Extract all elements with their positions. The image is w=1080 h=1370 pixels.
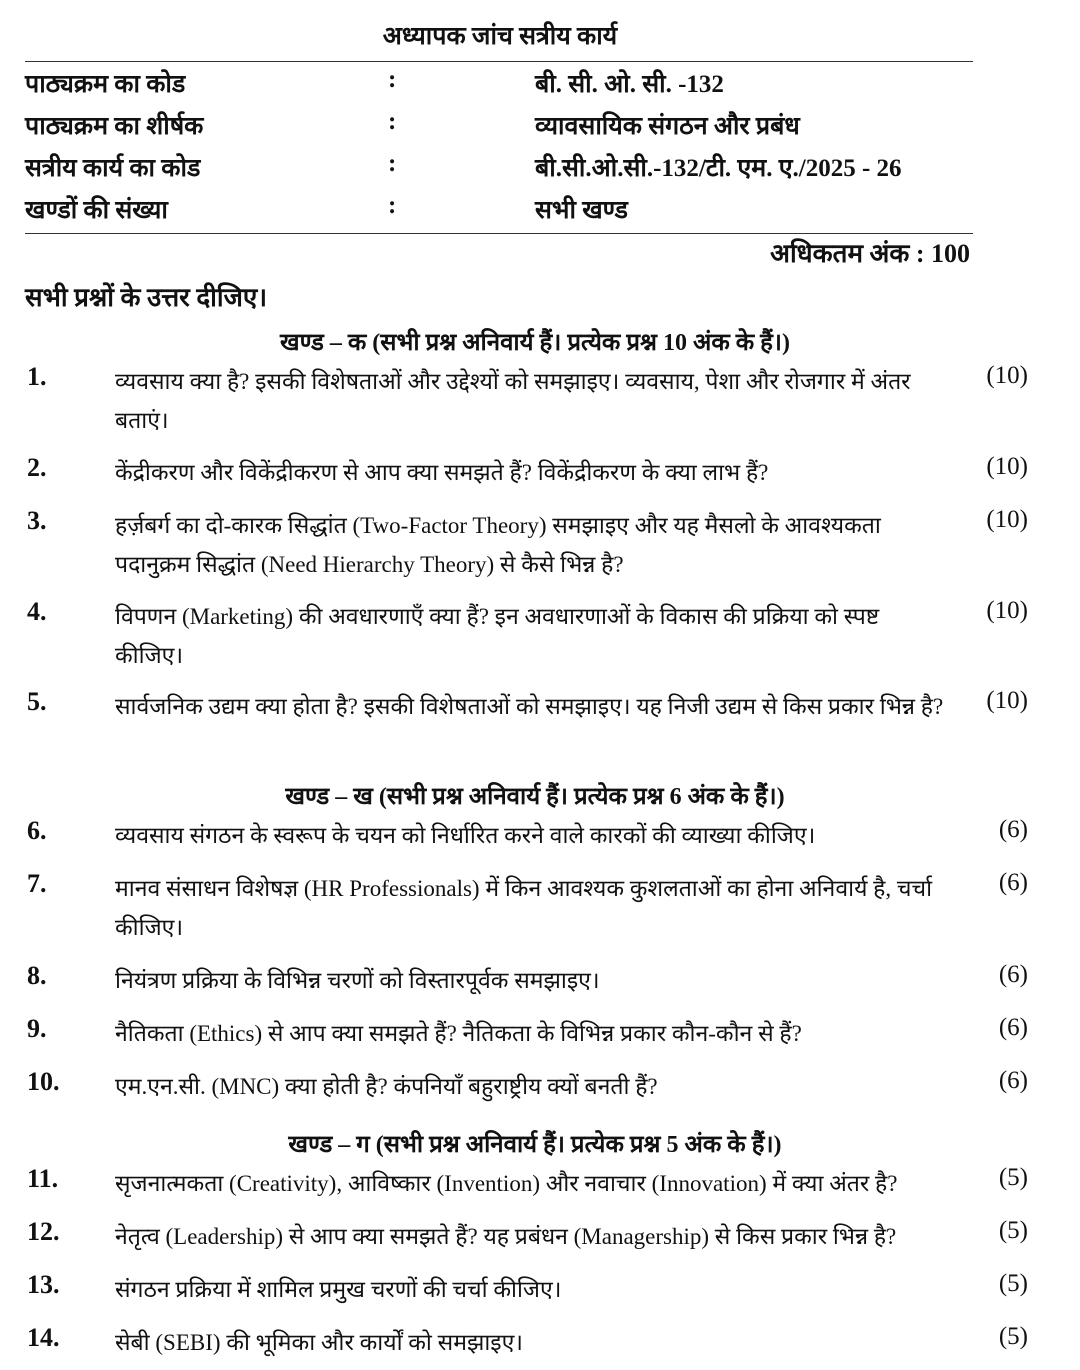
question-text: व्यवसाय संगठन के स्वरूप के चयन को निर्धारित करने वाले कारकों की व्याख्या कीजिए। — [115, 823, 816, 848]
section-heading-a: खण्ड – क (सभी प्रश्न अनिवार्य हैं। प्रत्येक प्रश्न 10 अंक के हैं।) — [279, 330, 791, 356]
question-text: एम.एन.सी. (MNC) क्या होती है? कंपनियाँ बहुराष्ट्रीय क्यों बनती हैं? — [115, 1074, 658, 1099]
question-marks: (10) — [986, 506, 1028, 533]
meta-value: बी. सी. ओ. सी. -132 — [535, 71, 724, 98]
question-text: नियंत्रण प्रक्रिया के विभिन्न चरणों को विस्तारपूर्वक समझाइए। — [115, 968, 600, 993]
max-marks: अधिकतम अंक : 100 — [770, 239, 970, 268]
instruction: सभी प्रश्नों के उत्तर दीजिए। — [25, 283, 268, 312]
question-marks: (5) — [998, 1270, 1028, 1297]
document-title: अध्यापक जांच सत्रीय कार्य — [382, 23, 618, 50]
question-marks: (5) — [998, 1323, 1028, 1350]
meta-course-title — [25, 108, 985, 148]
question-number: 5. — [27, 687, 47, 716]
meta-value: व्यावसायिक संगठन और प्रबंध — [535, 113, 800, 140]
meta-blocks — [25, 192, 985, 232]
question-text: सृजनात्मकता (Creativity), आविष्कार (Invention) और नवाचार (Innovation) में क्या अंतर है? — [115, 1171, 898, 1196]
question-number: 14. — [27, 1323, 60, 1352]
question-number: 8. — [27, 961, 47, 990]
question-number: 3. — [27, 506, 47, 535]
question-marks: (5) — [998, 1217, 1028, 1244]
question-text: हर्ज़बर्ग का दो-कारक सिद्धांत (Two-Factor Theory) समझाइए और यह मैसलो के आवश्यकता पदानुक्रम सिद्धांत (Need Hierarchy Theory) से कैसे भिन्न है? — [115, 513, 881, 577]
question-number: 1. — [27, 362, 47, 391]
question-marks: (10) — [986, 597, 1028, 624]
question-number: 7. — [27, 869, 47, 898]
meta-value: बी.सी.ओ.सी.-132/टी. एम. ए./2025 - 26 — [535, 155, 902, 182]
question-marks: (10) — [986, 453, 1028, 480]
question-text: केंद्रीकरण और विकेंद्रीकरण से आप क्या समझते हैं? विकेंद्रीकरण के क्या लाभ हैं? — [115, 460, 769, 485]
question-text: संगठन प्रक्रिया में शामिल प्रमुख चरणों की चर्चा कीजिए। — [115, 1277, 562, 1302]
question-number: 11. — [27, 1164, 59, 1193]
meta-colon: : — [388, 192, 397, 219]
question-marks: (10) — [986, 362, 1028, 389]
question-marks: (5) — [998, 1164, 1028, 1191]
question-marks: (6) — [998, 1067, 1028, 1094]
question-number: 10. — [27, 1067, 60, 1096]
meta-label: पाठ्यक्रम का शीर्षक — [25, 113, 204, 140]
meta-label: खण्डों की संख्या — [25, 197, 168, 224]
question-number: 6. — [27, 816, 47, 845]
meta-assignment-code — [25, 150, 985, 190]
meta-label: पाठ्यक्रम का कोड — [25, 71, 186, 98]
header-top-rule — [25, 61, 973, 62]
meta-course-code — [25, 66, 985, 106]
meta-label: सत्रीय कार्य का कोड — [25, 155, 201, 182]
question-text: विपणन (Marketing) की अवधारणाएँ क्या हैं? इन अवधारणाओं के विकास की प्रक्रिया को स्पष्ट कीजिए। — [115, 604, 880, 668]
meta-colon: : — [388, 150, 397, 177]
question-number: 13. — [27, 1270, 60, 1299]
question-text: मानव संसाधन विशेषज्ञ (HR Professionals) में किन आवश्यक कुशलताओं का होना अनिवार्य है, चर्चा कीजिए। — [115, 876, 933, 940]
question-marks: (6) — [998, 961, 1028, 988]
question-number: 12. — [27, 1217, 60, 1246]
question-number: 4. — [27, 597, 47, 626]
meta-colon: : — [388, 66, 397, 93]
question-marks: (10) — [986, 687, 1028, 714]
section-heading-b: खण्ड – ख (सभी प्रश्न अनिवार्य हैं। प्रत्येक प्रश्न 6 अंक के हैं।) — [285, 784, 785, 810]
question-marks: (6) — [998, 869, 1028, 896]
question-text: नैतिकता (Ethics) से आप क्या समझते हैं? नैतिकता के विभिन्न प्रकार कौन-कौन से हैं? — [115, 1021, 802, 1046]
question-number: 2. — [27, 453, 47, 482]
question-text: सेबी (SEBI) की भूमिका और कार्यों को समझाइए। — [115, 1330, 524, 1355]
meta-value: सभी खण्ड — [535, 197, 628, 224]
section-heading-c: खण्ड – ग (सभी प्रश्न अनिवार्य हैं। प्रत्येक प्रश्न 5 अंक के हैं।) — [288, 1132, 782, 1158]
question-marks: (6) — [998, 1014, 1028, 1041]
question-number: 9. — [27, 1014, 47, 1043]
question-marks: (6) — [998, 816, 1028, 843]
meta-colon: : — [388, 108, 397, 135]
question-text: नेतृत्व (Leadership) से आप क्या समझते हैं? यह प्रबंधन (Managership) से किस प्रकार भिन्न है? — [115, 1224, 897, 1249]
question-text: सार्वजनिक उद्यम क्या होता है? इसकी विशेषताओं को समझाइए। यह निजी उद्यम से किस प्रकार भिन्न है? — [115, 694, 944, 719]
question-text: व्यवसाय क्या है? इसकी विशेषताओं और उद्देश्यों को समझाइए। व्यवसाय, पेशा और रोजगार में अंतर बताएं। — [115, 369, 911, 433]
